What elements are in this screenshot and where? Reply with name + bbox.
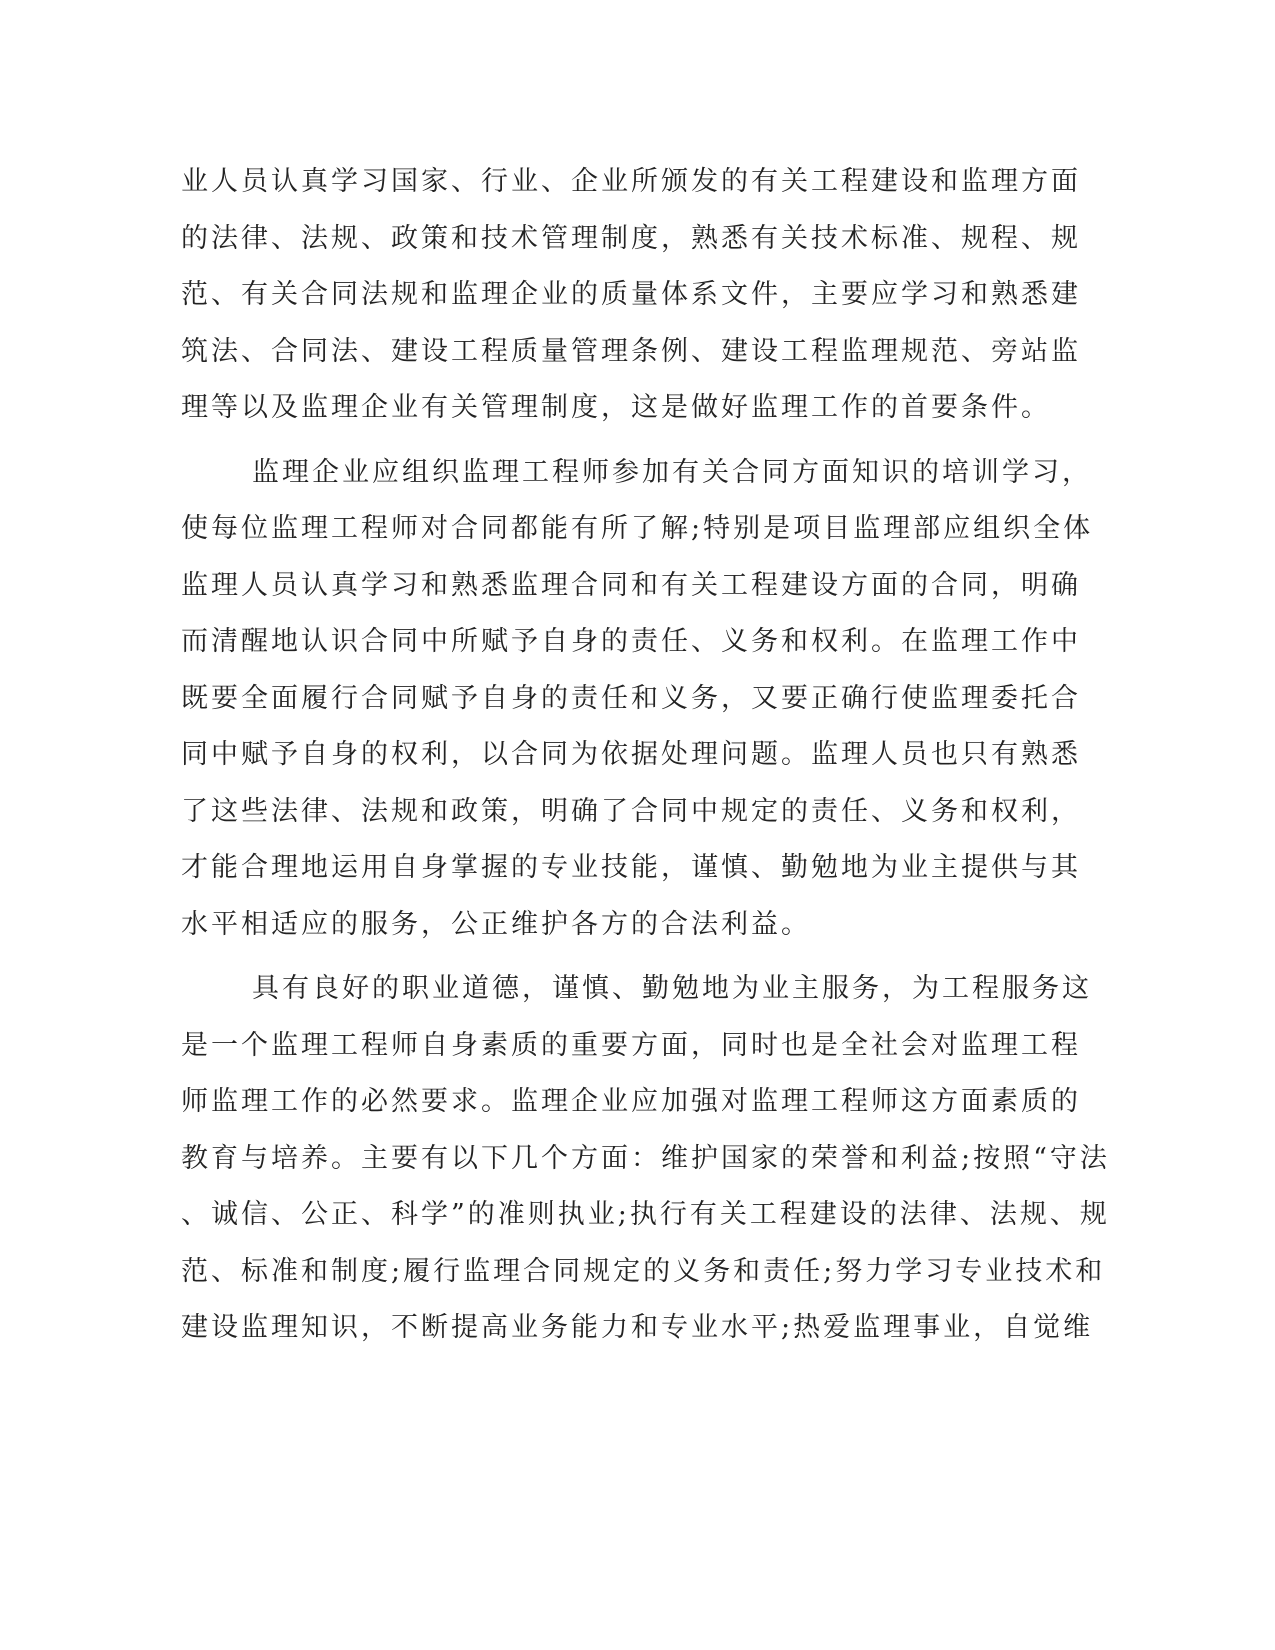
- text-line: 教育与培养。主要有以下几个方面：维护国家的荣誉和利益;按照“守法: [181, 1142, 1110, 1174]
- text-line: 水平相适应的服务，公正维护各方的合法利益。: [181, 908, 811, 940]
- paragraph-1: [181, 154, 1081, 437]
- text-line: 、诚信、公正、科学”的准则执业;执行有关工程建设的法律、法规、规: [181, 1199, 1110, 1230]
- text-line: 了这些法律、法规和政策，明确了合同中规定的责任、义务和权利，: [181, 795, 1081, 827]
- text-line: 范、标准和制度;履行监理合同规定的义务和责任;努力学习专业技术和: [181, 1255, 1106, 1287]
- body-text: [181, 154, 1110, 1357]
- paragraph-spacer: [181, 437, 1041, 445]
- paragraph-2: [181, 445, 1094, 954]
- text-line: 使每位监理工程师对合同都能有所了解;特别是项目监理部应组织全体: [181, 513, 1094, 544]
- text-line: 既要全面履行合同赋予自身的责任和义务，又要正确行使监理委托合: [181, 682, 1081, 714]
- text-line: 监理人员认真学习和熟悉监理合同和有关工程建设方面的合同，明确: [181, 569, 1081, 601]
- text-line: 的法律、法规、政策和技术管理制度，熟悉有关技术标准、规程、规: [181, 222, 1081, 254]
- text-line: 建设监理知识，不断提高业务能力和专业水平;热爱监理事业，自觉维: [181, 1312, 1094, 1343]
- text-line: 监理企业应组织监理工程师参加有关合同方面知识的培训学习，: [252, 456, 1092, 488]
- text-line: 师监理工作的必然要求。监理企业应加强对监理工程师这方面素质的: [181, 1086, 1081, 1117]
- text-line: 才能合理地运用自身掌握的专业技能，谨慎、勤勉地为业主提供与其: [181, 852, 1081, 883]
- paragraph-3: [181, 961, 1110, 1357]
- text-line: 理等以及监理企业有关管理制度，这是做好监理工作的首要条件。: [181, 392, 1051, 423]
- text-line: 范、有关合同法规和监理企业的质量体系文件，主要应学习和熟悉建: [181, 279, 1081, 310]
- text-line: 筑法、合同法、建设工程质量管理条例、建设工程监理规范、旁站监: [181, 335, 1081, 367]
- text-line: 而清醒地认识合同中所赋予自身的责任、义务和权利。在监理工作中: [181, 626, 1081, 657]
- text-line: 同中赋予自身的权利，以合同为依据处理问题。监理人员也只有熟悉: [181, 739, 1081, 770]
- text-line: 业人员认真学习国家、行业、企业所颁发的有关工程建设和监理方面: [181, 166, 1081, 197]
- text-line: 具有良好的职业道德，谨慎、勤勉地为业主服务，为工程服务这: [252, 973, 1092, 1004]
- paragraph-spacer: [181, 953, 1041, 961]
- text-line: 是一个监理工程师自身素质的重要方面，同时也是全社会对监理工程: [181, 1029, 1081, 1061]
